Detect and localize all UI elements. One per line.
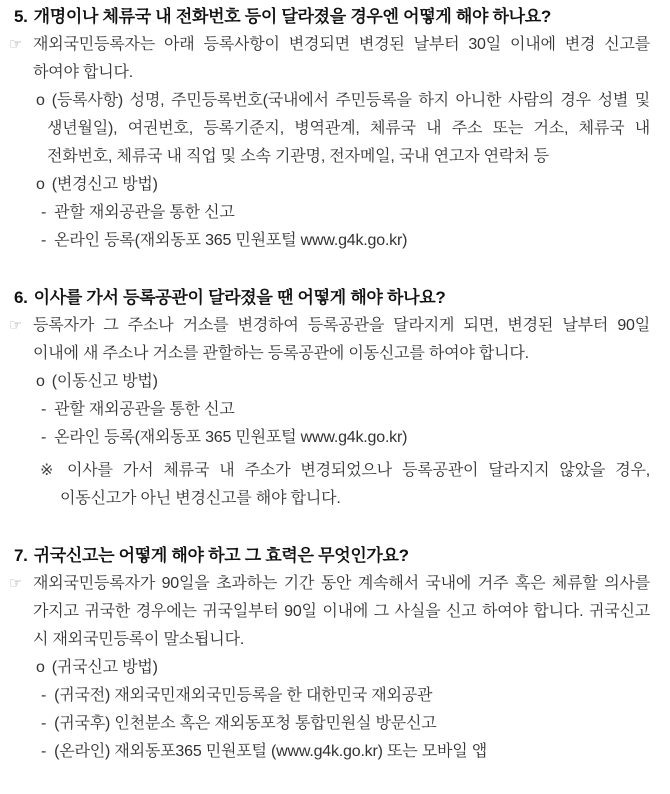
note-marker: ※ xyxy=(40,462,60,479)
circle-marker: o xyxy=(36,92,45,109)
pointer-block xyxy=(9,570,650,654)
block-text: 등록자가 그 주소나 거소를 변경하여 등록공관을 달라지게 되면, 변경된 날부터 90일 이내에 새 주소나 거소를 관할하는 등록공관에 이동신고를 하여야 합니다. xyxy=(33,317,650,362)
circle-marker: o xyxy=(36,659,45,676)
circle-marker: o xyxy=(36,373,45,390)
dash-block xyxy=(14,396,650,424)
pointing-hand-icon: ☞ xyxy=(9,317,23,334)
pointer-block xyxy=(9,31,650,87)
block-text: (귀국후) 인천분소 혹은 재외동포청 통합민원실 방문신고 xyxy=(54,715,437,732)
block-text: (변경신고 방법) xyxy=(51,176,158,193)
section-heading xyxy=(14,284,650,312)
faq-section xyxy=(9,542,650,766)
section-title: 개명이나 체류국 내 전화번호 등이 달라졌을 경우엔 어떻게 해야 하나요? xyxy=(33,7,552,26)
dash-marker: - xyxy=(41,743,47,760)
circle-marker: o xyxy=(36,176,45,193)
note-block xyxy=(14,457,650,513)
section-number: 5. xyxy=(14,7,28,26)
dash-marker: - xyxy=(41,687,47,704)
dash-marker: - xyxy=(41,401,47,418)
dash-block xyxy=(14,738,650,766)
dash-block xyxy=(14,710,650,738)
circle-block xyxy=(14,368,650,396)
block-text: (이동신고 방법) xyxy=(51,373,158,390)
block-text: (온라인) 재외동포365 민원포털 (www.g4k.go.kr) 또는 모바일 앱 xyxy=(54,743,488,760)
block-text: 온라인 등록(재외동포 365 민원포털 www.g4k.go.kr) xyxy=(54,429,408,446)
block-text: 관할 재외공관을 통한 신고 xyxy=(54,401,235,418)
block-text: (등록사항) 성명, 주민등록번호(국내에서 주민등록을 하지 아니한 사람의 경우 성별 및 생년월일), 여권번호, 등록기준지, 병역관계, 체류국 내 주소 또는 거소, 체류국 내 전화번호, 체류국 내 직업 및 소속 기관명, 전자메일, 국내 연고자 연락처 등 xyxy=(47,92,650,165)
section-title: 귀국신고는 어떻게 해야 하고 그 효력은 무엇인가요? xyxy=(33,546,409,565)
section-title: 이사를 가서 등록공관이 달라졌을 땐 어떻게 해야 하나요? xyxy=(33,288,446,307)
faq-section xyxy=(9,3,650,255)
circle-block xyxy=(14,87,650,171)
block-text: (귀국신고 방법) xyxy=(51,659,158,676)
block-text: 재외국민등록자는 아래 등록사항이 변경되면 변경된 날부터 30일 이내에 변경 신고를 하여야 합니다. xyxy=(33,36,650,81)
dash-marker: - xyxy=(41,429,47,446)
pointer-block xyxy=(9,312,650,368)
block-text: 이사를 가서 체류국 내 주소가 변경되었으나 등록공관이 달라지지 않았을 경우, 이동신고가 아닌 변경신고를 해야 합니다. xyxy=(60,462,650,507)
dash-marker: - xyxy=(41,204,47,221)
circle-block xyxy=(14,654,650,682)
dash-marker: - xyxy=(41,232,47,249)
section-heading xyxy=(14,3,650,31)
dash-marker: - xyxy=(41,715,47,732)
pointing-hand-icon: ☞ xyxy=(9,575,23,592)
pointing-hand-icon: ☞ xyxy=(9,36,23,53)
circle-block xyxy=(14,171,650,199)
dash-block xyxy=(14,227,650,255)
dash-block xyxy=(14,199,650,227)
dash-block xyxy=(14,424,650,452)
block-text: 관할 재외공관을 통한 신고 xyxy=(54,204,235,221)
section-number: 7. xyxy=(14,546,28,565)
block-text: 온라인 등록(재외동포 365 민원포털 www.g4k.go.kr) xyxy=(54,232,408,249)
faq-section xyxy=(9,284,650,513)
block-text: 재외국민등록자가 90일을 초과하는 기간 동안 계속해서 국내에 거주 혹은 체류할 의사를 가지고 귀국한 경우에는 귀국일부터 90일 이내에 그 사실을 신고 하여야 합니다. 귀국신고 시 재외국민등록이 말소됩니다. xyxy=(33,575,650,648)
section-heading xyxy=(14,542,650,570)
block-text: (귀국전) 재외국민재외국민등록을 한 대한민국 재외공관 xyxy=(54,687,433,704)
section-number: 6. xyxy=(14,288,28,307)
dash-block xyxy=(14,682,650,710)
